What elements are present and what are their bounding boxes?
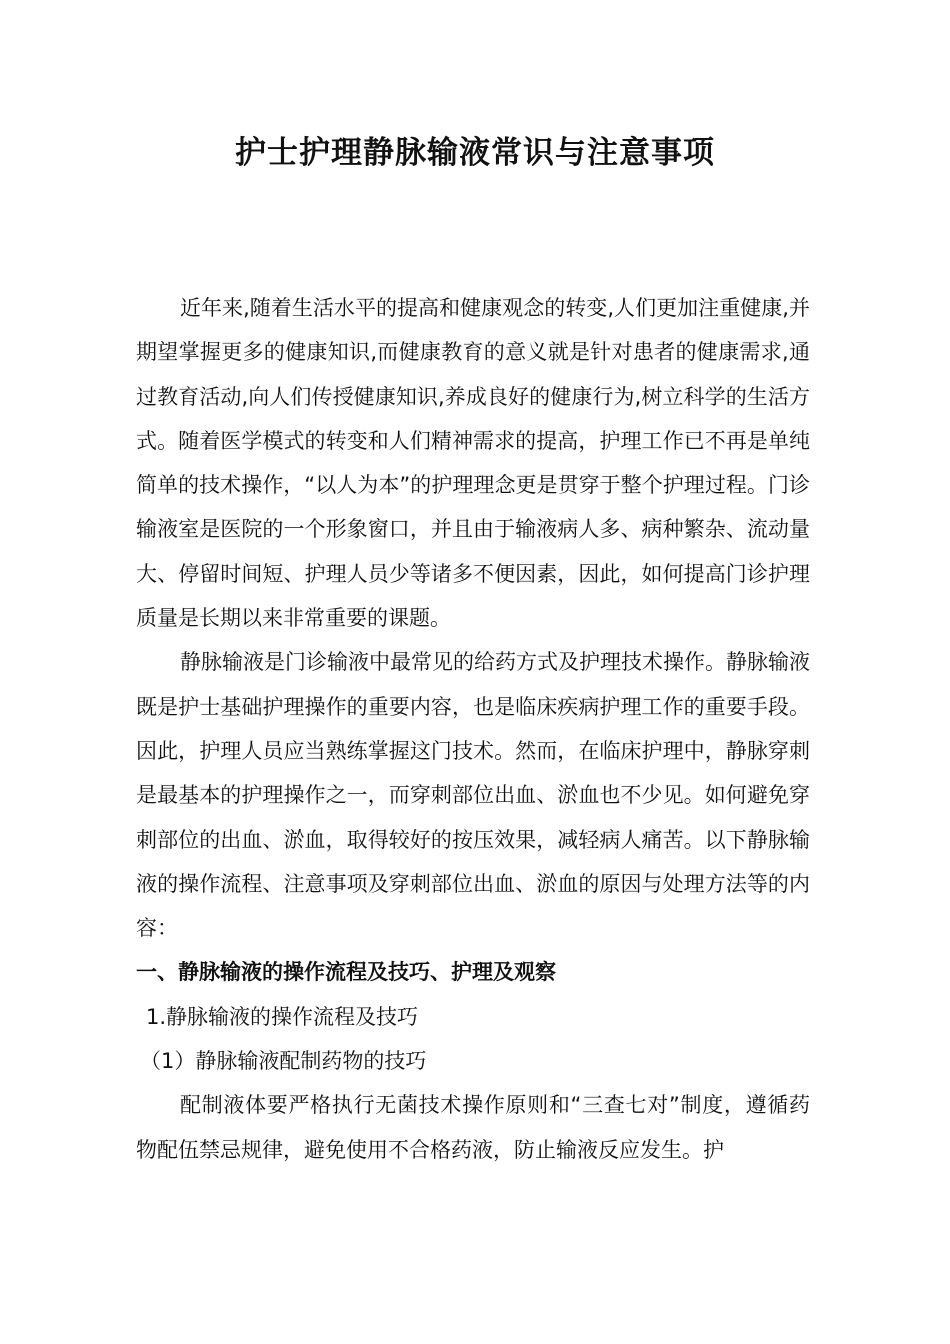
document-body (136, 286, 810, 1172)
section-heading: 一、静脉输液的操作流程及技巧、护理及观察 (136, 960, 556, 985)
document-title: 护士护理静脉输液常识与注意事项 (235, 135, 715, 171)
preparation-paragraph: 配制液体要严格执行无菌技术操作原则和“三查七对”制度，遵循药物配伍禁忌规律，避免使用不合格药液，防止输液反应发生。护 (136, 1093, 810, 1162)
intro-paragraph: 近年来,随着生活水平的提高和健康观念的转变,人们更加注重健康,并期望掌握更多的健康知识,而健康教育的意义就是针对患者的健康需求,通过教育活动,向人们传授健康知识,养成良好的健康行为,树立科学的生活方式。随着医学模式的转变和人们精神需求的提高，护理工作已不再是单纯简单的技术操作，“以人为本”的护理理念更是贯穿于整个护理过程。门诊输液室是医院的一个形象窗口，并且由于输液病人多、病种繁杂、流动量大、停留时间短、护理人员少等诸多不便因素，因此，如何提高门诊护理质量是长期以来非常重要的课题。 (136, 296, 810, 631)
item-heading: （1）静脉输液配制药物的技巧 (140, 1049, 427, 1074)
iv-infusion-paragraph: 静脉输液是门诊输液中最常见的给药方式及护理技术操作。静脉输液既是护士基础护理操作的重要内容，也是临床疾病护理工作的重要手段。因此，护理人员应当熟练掌握这门技术。然而，在临床护理中，静脉穿刺是最基本的护理操作之一，而穿刺部位出血、淤血也不少见。如何避免穿刺部位的出血、淤血，取得较好的按压效果，减轻病人痛苦。以下静脉输液的操作流程、注意事项及穿刺部位出血、淤血的原因与处理方法等的内容： (136, 650, 810, 941)
subsection-heading: 1.静脉输液的操作流程及技巧 (146, 1004, 419, 1029)
